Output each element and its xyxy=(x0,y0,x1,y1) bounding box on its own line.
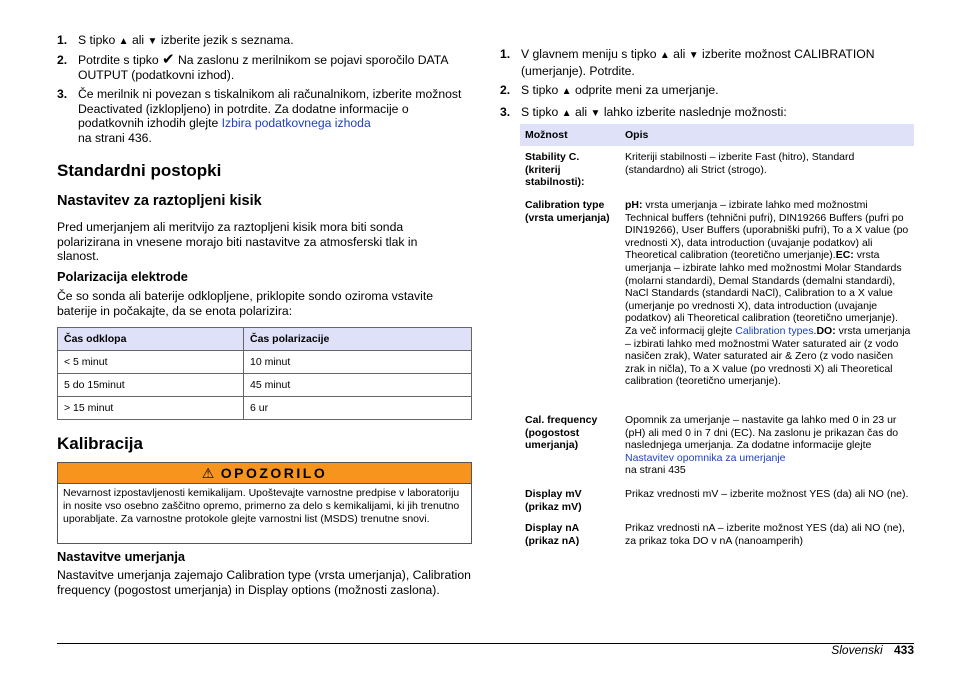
footer-divider xyxy=(57,643,914,644)
options-header-desc: Opis xyxy=(625,129,649,141)
option-key: Stability C. (kriterij stabilnosti): xyxy=(525,151,585,189)
table-cell: 10 minut xyxy=(244,351,472,374)
option-key: Cal. frequency (pogostost umerjanja) xyxy=(525,414,598,452)
settings-text: Nastavitve umerjanja zajemajo Calibration type (vrsta umerjanja), Calibration frequency (pogostost umerjanja) in Display options (možnosti zaslona). xyxy=(57,568,471,597)
table-cell: 6 ur xyxy=(244,397,472,420)
up-arrow-icon: ▲ xyxy=(118,36,129,47)
table-cell: > 15 minut xyxy=(58,397,244,420)
warning-box xyxy=(57,462,472,544)
footer xyxy=(831,643,914,657)
polarization-text: Če so sonda ali baterije odklopljene, priklopite sondo oziroma vstavite baterije in počakajte, da se enota polarizira: xyxy=(57,289,433,318)
table-cell: 45 minut xyxy=(244,374,472,397)
checkmark-icon: ✔ xyxy=(162,51,175,68)
warning-text: Nevarnost izpostavljenosti kemikalijam. Upoštevajte varnostne predpise v laboratoriju in nosite vso osebno zaščitno opremo, primerno za delo s kemikalijami, ki jih trenutno uporabljate. Za varnostne protokole glejte varnostni list (MSDS) trenutne snovi. xyxy=(63,487,460,525)
table-cell: 5 do 15minut xyxy=(58,374,244,397)
up-arrow-icon: ▲ xyxy=(561,86,572,97)
down-arrow-icon: ▼ xyxy=(688,50,699,61)
link-calibration-reminder[interactable]: Nastavitev opomnika za umerjanje xyxy=(625,451,786,464)
right-step-2: 2. S tipko ▲ odprite meni za umerjanje. xyxy=(500,83,914,100)
subsection-text: Pred umerjanjem ali meritvijo za raztopljeni kisik mora biti sonda polarizirana in vnesene morajo biti nastavitve za atmosferski tlak in slanost. xyxy=(57,220,418,263)
right-step-3: 3. S tipko ▲ ali ▼ lahko izberite naslednje možnosti: xyxy=(500,105,914,122)
option-key: Display mV (prikaz mV) xyxy=(525,488,582,513)
option-value: Prikaz vrednosti nA – izberite možnost YES (da) ali NO (ne), za prikaz toka DO v nA (nanoamperih) xyxy=(625,522,905,547)
left-steps xyxy=(57,33,472,145)
calibration-title: Kalibracija xyxy=(57,434,143,453)
table-header-cell: Čas polarizacije xyxy=(244,328,472,351)
options-header-row xyxy=(520,124,914,146)
subsection-title: Nastavitev za raztopljeni kisik xyxy=(57,193,262,209)
table-header-cell: Čas odklopa xyxy=(58,328,244,351)
right-steps xyxy=(500,47,914,121)
table-header-row xyxy=(58,328,472,351)
polarization-table xyxy=(57,327,472,420)
polarization-title: Polarizacija elektrode xyxy=(57,269,188,284)
up-arrow-icon: ▲ xyxy=(659,50,670,61)
options-header-option: Možnost xyxy=(525,129,568,141)
option-value: Prikaz vrednosti mV – izberite možnost YES (da) ali NO (ne). xyxy=(625,488,909,500)
left-step-3: 3. Če merilnik ni povezan s tiskalnikom ali računalnikom, izberite možnost Deactivated (izklopljeno) in potrdite. Za dodatne informacije o podatkovnih izhodih glejte Izbira podatkovnega izhoda na strani 436. xyxy=(57,87,462,145)
left-step-1: 1. S tipko ▲ ali ▼ izberite jezik s seznama. xyxy=(57,33,472,49)
page-number: 433 xyxy=(893,643,914,657)
table-row xyxy=(58,351,472,374)
down-arrow-icon: ▼ xyxy=(590,107,601,119)
option-value: pH: vrsta umerjanja – izbirate lahko med možnostmi Technical buffers (tehnični pufri), DIN19266 Buffers (pufri po DIN19266), User Buffers (uporabniški pufri), To a X value (po vrednosti X), data introduction (uvajanje podatkov) ali Theoretical calibration (teoretično umerjanje).EC: vrsta umerjanja – izbirate lahko med možnostmi Molar Standards (molarni standardi), Demal Standards (demalni standardi), NaCl Standards (standardi NaCl), Calibration to a X value (umerjanje po vrednosti X), data introduction (uvajanje podatkov) ali Theoretical calibration (teoretično umerjanje). Za več informacij glejte Calibration types.DO: vrsta umerjanja – izbirati lahko med možnostmi Water saturated air (z vodo nasičen zrak), Water saturated air & Zero (z vodo nasičen zrak in ničla), To a X value (po vrednosti X) ali Theoretical calibration (teoretično umerjanje). xyxy=(625,199,911,388)
down-arrow-icon: ▼ xyxy=(147,36,158,47)
option-value: Opomnik za umerjanje – nastavite ga lahko med 0 in 23 ur (pH) ali med 0 in 7 dni (EC). Na zaslonu je prikazan čas do naslednjega umerjanja. Za dodatne informacije glejte Nastavitev opomnika za umerjanje na strani 435 xyxy=(625,414,899,477)
left-step-2: 2. Potrdite s tipko ✔ Na zaslonu z merilnikom se pojavi sporočilo DATA OUTPUT (podatkovni izhod). xyxy=(57,51,448,82)
warning-label: OPOZORILO xyxy=(220,465,328,481)
option-key: Calibration type (vrsta umerjanja) xyxy=(525,199,610,224)
up-arrow-icon: ▲ xyxy=(561,107,572,119)
section-title: Standardni postopki xyxy=(57,161,222,180)
link-calibration-types[interactable]: Calibration types xyxy=(735,324,814,337)
options-table xyxy=(520,124,914,547)
footer-language: Slovenski xyxy=(831,643,883,657)
table-row xyxy=(58,397,472,420)
option-key: Display nA (prikaz nA) xyxy=(525,522,580,547)
settings-title: Nastavitve umerjanja xyxy=(57,549,186,564)
table-row xyxy=(58,374,472,397)
option-value: Kriteriji stabilnosti – izberite Fast (hitro), Standard (standardno) ali Strict (strogo). xyxy=(625,151,855,176)
link-data-output[interactable]: Izbira podatkovnega izhoda xyxy=(221,116,371,130)
warning-header xyxy=(58,463,471,484)
warning-triangle-icon: ⚠ xyxy=(201,465,215,481)
right-step-1: 1. V glavnem meniju s tipko ▲ ali ▼ izberite možnost CALIBRATION (umerjanje). Potrdite. xyxy=(500,47,875,78)
table-cell: < 5 minut xyxy=(58,351,244,374)
